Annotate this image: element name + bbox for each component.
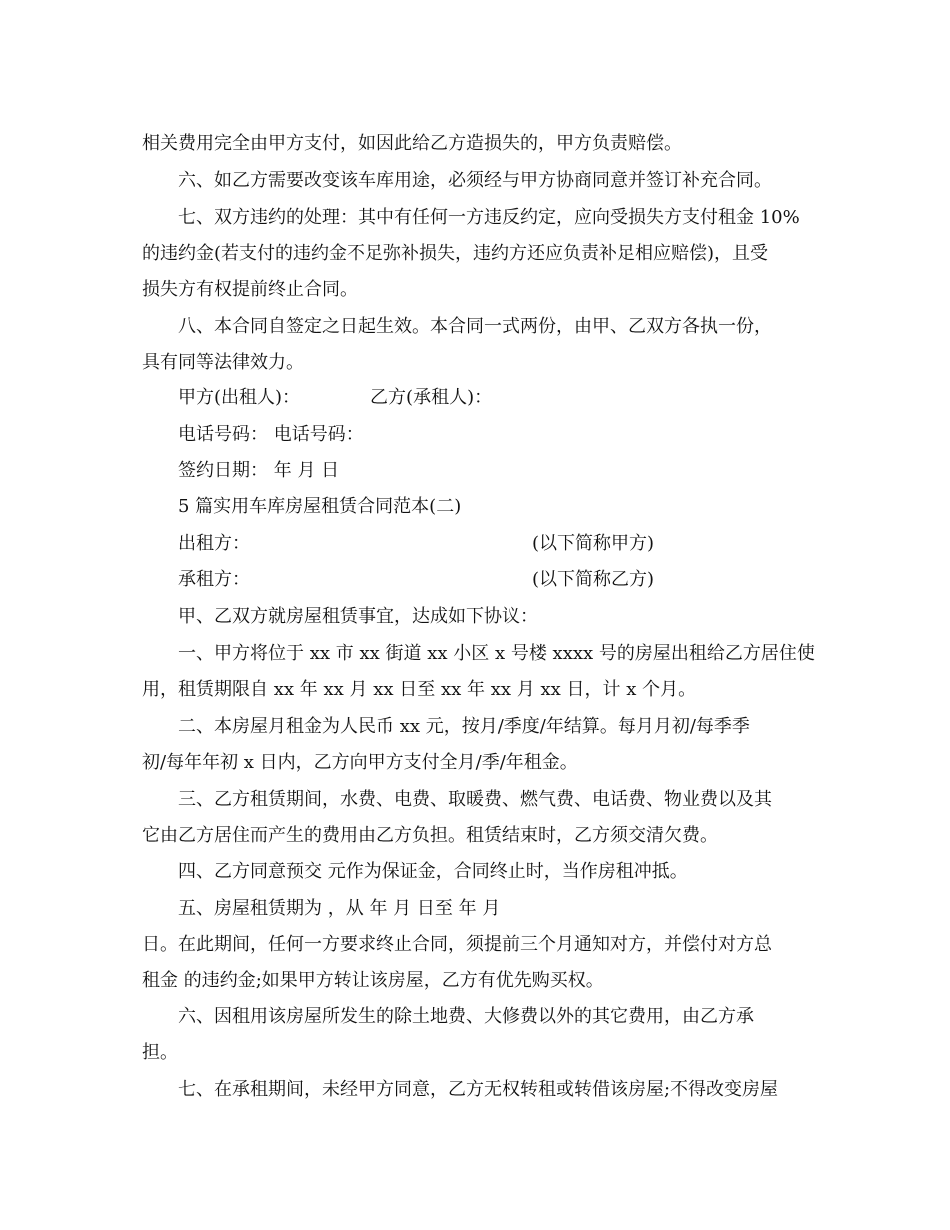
party-a-label: 甲方(出租人)： <box>178 387 301 408</box>
lessor-alias: (以下简称甲方) <box>532 533 655 554</box>
lessee-alias: (以下简称乙方) <box>532 569 655 590</box>
clause-line: 五、房屋租赁期为 ，从 年 月 日至 年 月 <box>178 898 501 919</box>
clause-line: 四、乙方同意预交 元作为保证金，合同终止时，当作房租冲抵。 <box>178 861 688 882</box>
intro-line: 甲、乙双方就房屋租赁事宜，达成如下协议： <box>178 606 538 627</box>
paragraph-line: 的违约金(若支付的违约金不足弥补损失，违约方还应负责补足相应赔偿)，且受 <box>142 243 769 264</box>
clause-line: 它由乙方居住而产生的费用由乙方负担。租赁结束时，乙方须交清欠费。 <box>142 825 718 846</box>
section-title: 5 篇实用车库房屋租赁合同范本(二) <box>178 496 462 517</box>
paragraph-line: 损失方有权提前终止合同。 <box>142 279 358 300</box>
lessee-label: 承租方： <box>178 569 250 590</box>
clause-line: 租金 的违约金;如果甲方转让该房屋，乙方有优先购买权。 <box>142 970 604 991</box>
clause-line: 六、因租用该房屋所发生的除土地费、大修费以外的其它费用，由乙方承 <box>178 1006 754 1027</box>
clause-line: 三、乙方租赁期间，水费、电费、取暖费、燃气费、电话费、物业费以及其 <box>178 789 772 810</box>
signature-line <box>178 387 492 409</box>
phone-line: 电话号码： 电话号码： <box>178 424 364 445</box>
paragraph-line: 具有同等法律效力。 <box>142 352 304 373</box>
clause-line: 七、在承租期间，未经甲方同意，乙方无权转租或转借该房屋;不得改变房屋 <box>178 1079 779 1100</box>
clause-line: 担。 <box>142 1042 178 1063</box>
paragraph-line: 七、双方违约的处理：其中有任何一方违反约定，应向受损失方支付租金 10% <box>178 207 800 228</box>
sign-date-line: 签约日期： 年 月 日 <box>178 460 340 481</box>
party-b-label: 乙方(承租人)： <box>370 387 493 408</box>
lessor-label: 出租方： <box>178 533 250 554</box>
clause-line: 二、本房屋月租金为人民币 xx 元，按月/季度/年结算。每月月初/每季季 <box>178 716 750 737</box>
clause-line: 初/每年年初 x 日内，乙方向甲方支付全月/季/年租金。 <box>142 752 578 773</box>
paragraph-line: 六、如乙方需要改变该车库用途，必须经与甲方协商同意并签订补充合同。 <box>178 170 772 191</box>
clause-line: 用，租赁期限自 xx 年 xx 月 xx 日至 xx 年 xx 月 xx 日，计 x 个月。 <box>142 679 697 700</box>
clause-line: 日。在此期间，任何一方要求终止合同，须提前三个月通知对方，并偿付对方总 <box>142 934 772 955</box>
clause-line: 一、甲方将位于 xx 市 xx 街道 xx 小区 x 号楼 xxxx 号的房屋出租给乙方居住使 <box>178 643 815 664</box>
paragraph-line: 八、本合同自签定之日起生效。本合同一式两份，由甲、乙双方各执一份， <box>178 316 772 337</box>
paragraph-line: 相关费用完全由甲方支付，如因此给乙方造损失的，甲方负责赔偿。 <box>142 133 682 154</box>
